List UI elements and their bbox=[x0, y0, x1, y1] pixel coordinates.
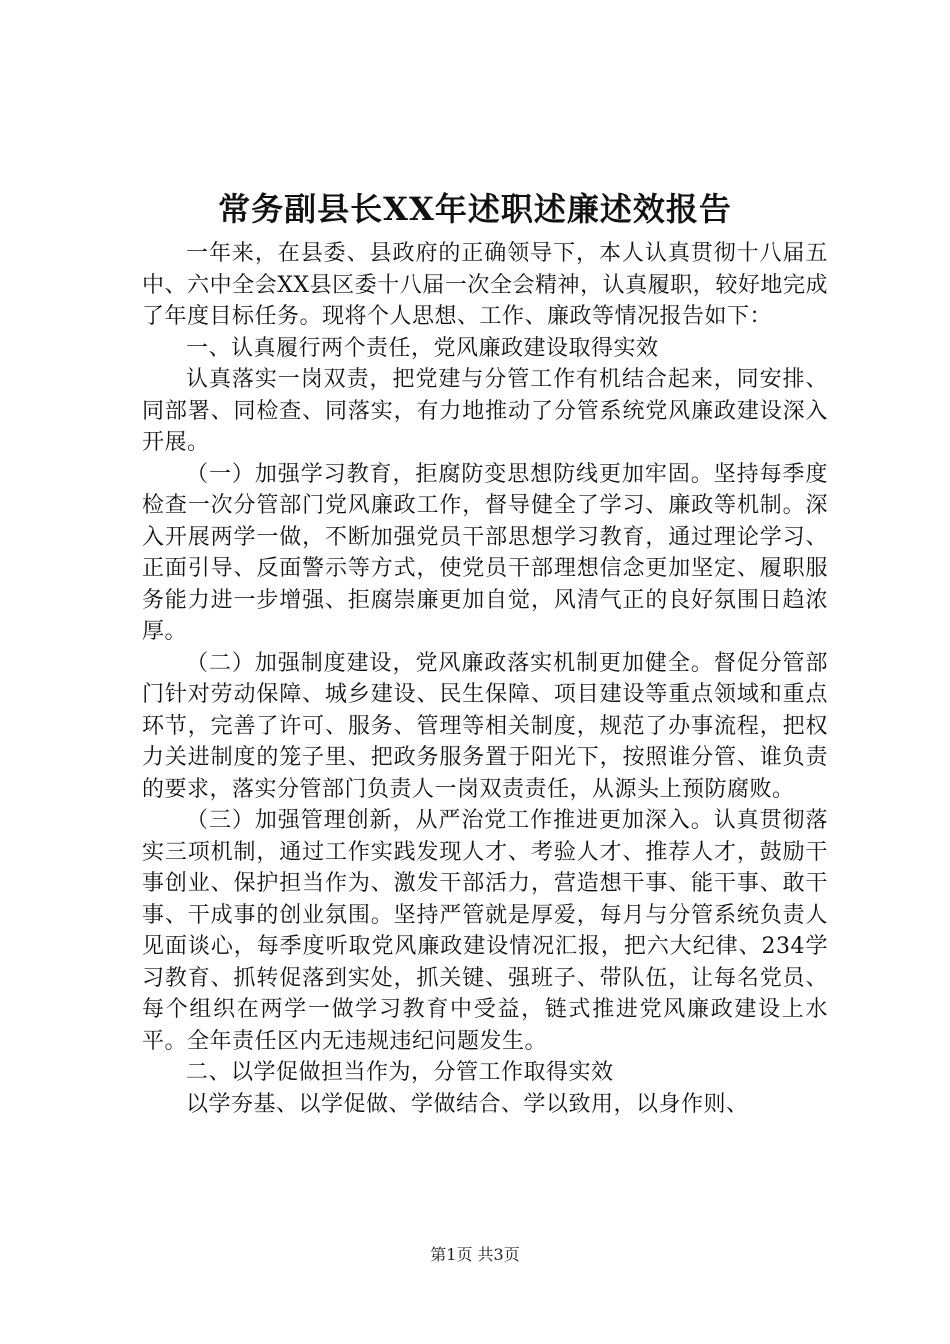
paragraph-subsection-3: （三）加强管理创新，从严治党工作推进更加深入。认真贯彻落实三项机制，通过工作实践发现人才、考验人才、推荐人才，鼓励干事创业、保护担当作为、激发干部活力，营造想干事、能干事、敢干事、干成事的创业氛围。坚持严管就是厚爱，每月与分管系统负责人见面谈心，每季度听取党风廉政建设情况汇报，把六大纪律、234学习教育、抓转促落到实处，抓关键、强班子、带队伍，让每名党员、每个组织在两学一做学习教育中受益，链式推进党风廉政建设上水平。全年责任区内无违规违纪问题发生。 bbox=[142, 808, 828, 1054]
paragraph-section-1-summary: 认真落实一岗双责，把党建与分管工作有机结合起来，同安排、同部署、同检查、同落实，有力地推动了分管系统党风廉政建设深入开展。 bbox=[142, 367, 828, 455]
paragraph-subsection-1: （一）加强学习教育，拒腐防变思想防线更加牢固。坚持每季度检查一次分管部门党风廉政工作，督导健全了学习、廉政等机制。深入开展两学一做，不断加强党员干部思想学习教育，通过理论学习、正面引导、反面警示等方式，使党员干部理想信念更加坚定、履职服务能力进一步增强、拒腐崇廉更加自觉，风清气正的良好氛围日趋浓厚。 bbox=[142, 461, 828, 644]
paragraph-intro: 一年来，在县委、县政府的正确领导下，本人认真贯彻十八届五中、六中全会XX县区委十八届一次全会精神，认真履职，较好地完成了年度目标任务。现将个人思想、工作、廉政等情况报告如下： bbox=[142, 241, 828, 329]
paragraph-section-2-start: 以学夯基、以学促做、学做结合、学以致用，以身作则、 bbox=[186, 1091, 749, 1117]
document-title: 常务副县长XX年述职述廉述效报告 bbox=[218, 190, 732, 228]
page-footer: 第1页 共3页 bbox=[430, 1245, 520, 1264]
section-heading-1: 一、认真履行两个责任，党风廉政建设取得实效 bbox=[186, 335, 659, 361]
paragraph-subsection-2: （二）加强制度建设，党风廉政落实机制更加健全。督促分管部门针对劳动保障、城乡建设、民生保障、项目建设等重点领域和重点环节，完善了许可、服务、管理等相关制度，规范了办事流程，把权力关进制度的笼子里、把政务服务置于阳光下，按照谁分管、谁负责的要求，落实分管部门负责人一岗双责责任，从源头上预防腐败。 bbox=[142, 650, 828, 802]
document-body bbox=[142, 238, 828, 1120]
section-heading-2: 二、以学促做担当作为，分管工作取得实效 bbox=[186, 1060, 614, 1085]
